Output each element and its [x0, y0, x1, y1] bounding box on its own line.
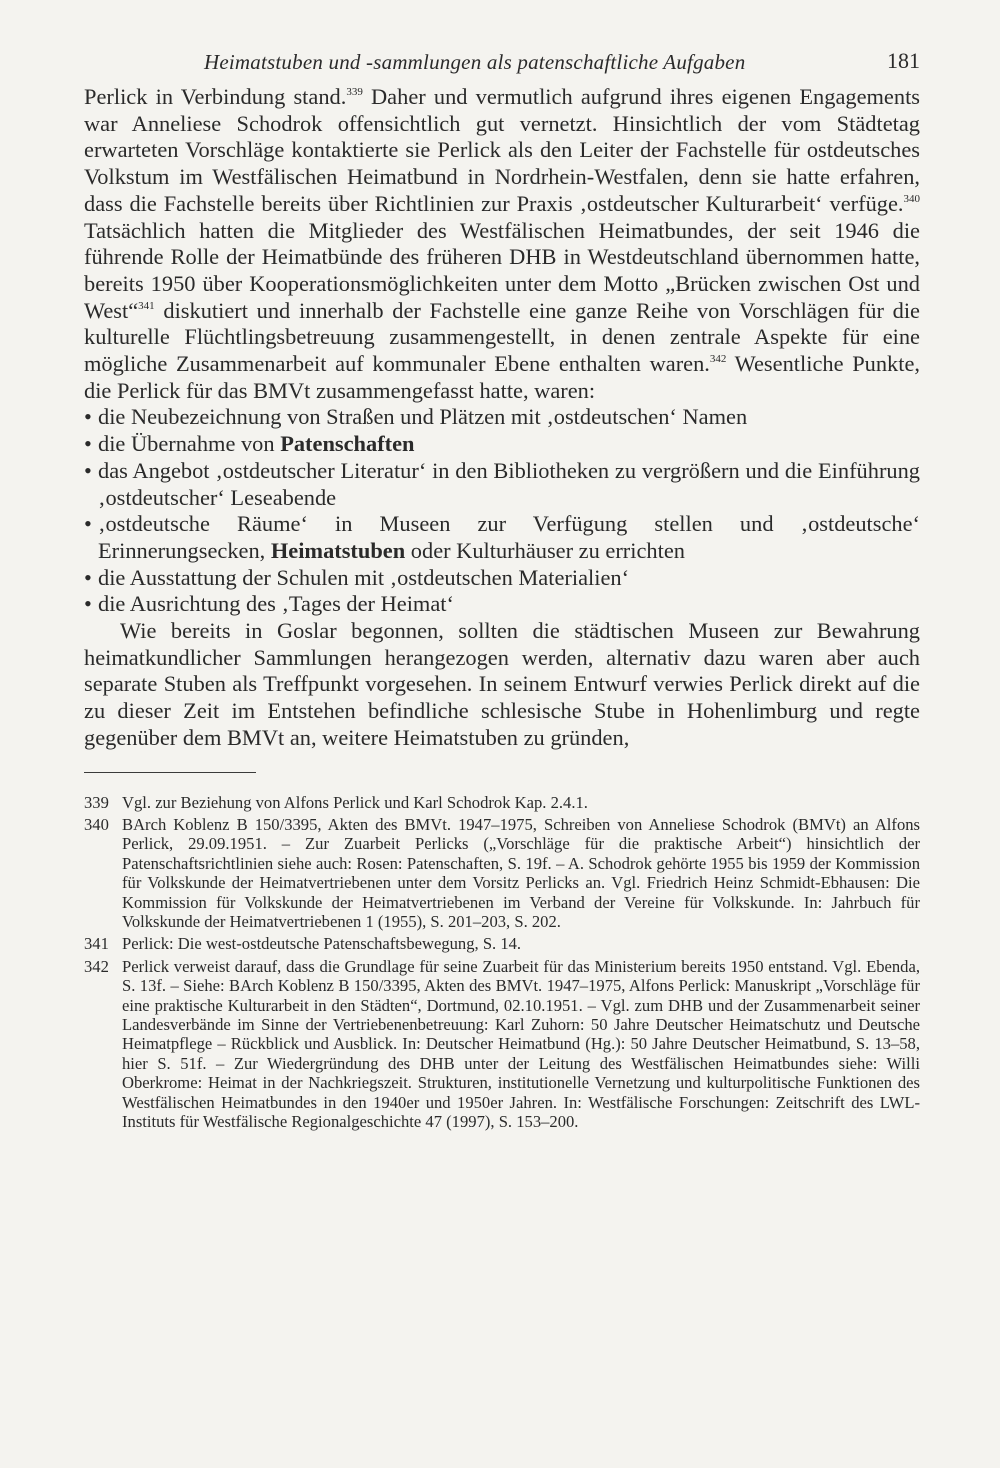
- list-item-text: ‚ostdeutsche Räume‘ in Museen zur Verfügung stellen und ‚ostdeutsche‘ Erinnerungsecken,: [98, 511, 920, 563]
- footnote-number: 339: [84, 792, 109, 812]
- main-text: [84, 84, 920, 752]
- bullet-icon: •: [84, 591, 92, 617]
- footnote-text: Vgl. zur Beziehung von Alfons Perlick und Karl Schodrok Kap. 2.4.1.: [122, 792, 588, 812]
- footnote-number: 340: [84, 814, 109, 834]
- bullet-icon: •: [84, 511, 92, 537]
- list-item-text: oder Kulturhäuser zu errichten: [405, 537, 685, 563]
- list-item: [84, 511, 920, 564]
- list-item-text: die Ausrichtung des ‚Tages der Heimat‘: [98, 591, 454, 617]
- text-run: Wesentliche Punkte, die Perlick für das BMVt zusammengefasst hatte, waren:: [84, 351, 920, 403]
- list-item-text: die Neubezeichnung von Straßen und Plätzen mit ‚ostdeutschen‘ Namen: [98, 404, 748, 430]
- running-header: [84, 40, 920, 84]
- footnote-number: 342: [84, 956, 109, 976]
- bullet-icon: •: [84, 404, 92, 430]
- list-item-text: das Angebot ‚ostdeutscher Literatur‘ in den Bibliotheken zu vergrößern und die Einführung ‚ostdeutscher‘ Leseabende: [98, 457, 920, 510]
- footnote-340: [84, 815, 920, 931]
- running-title: Heimatstuben und -sammlungen als patenschaftliche Aufgaben: [204, 50, 746, 74]
- text-run: Daher und vermutlich aufgrund ihres eigenen Engagements war Anneliese Schodrok offensichtlich gut vernetzt. Hinsichtlich der vom Städtetag erwarteten Vorschläge kontaktierte sie Perlick als den Leiter der Fachstelle für ostdeutsches Volkstum im Westfälischen Heimatbund in Nordrhein-Westfalen, denn sie hatte erfahren, dass die Fachstelle bereits über Richtlinien zur Praxis ‚ostdeutscher Kulturarbeit‘ verfüge.: [84, 84, 920, 216]
- footnote-ref-339: 339: [346, 86, 363, 98]
- book-page: [84, 40, 920, 1134]
- list-item: [84, 458, 920, 511]
- footnote-divider: [84, 772, 256, 773]
- footnote-341: [84, 934, 920, 953]
- footnote-number: 341: [84, 934, 109, 954]
- footnote-ref-340: 340: [903, 192, 920, 205]
- bullet-list: [84, 404, 920, 618]
- bold-term: Patenschaften: [280, 431, 415, 457]
- list-item-text: die Ausstattung der Schulen mit ‚ostdeutschen Materialien‘: [98, 564, 630, 590]
- bold-term: Heimatstuben: [270, 537, 406, 563]
- bullet-icon: •: [84, 431, 92, 457]
- footnotes: [84, 793, 920, 1132]
- footnote-text: BArch Koblenz B 150/3395, Akten des BMVt. 1947–1975, Schreiben von Anneliese Schodrok (BMVt) an Alfons Perlick, 29.09.1951. – Zur Zuarbeit Perlicks („Vorschläge für die praktische Arbeit“) hinsichtlich der Patenschaftsrichtlinien siehe auch: Rosen: Patenschaften, S. 19f. – A. Schodrok gehörte 1955 bis 1959 der Kommission für Volkskunde der Heimatvertriebenen unter dem Vorsitz Perlicks an. Vgl. Friedrich Heinz Schmidt-Ebhausen: Die Kommission für Volkskunde der Heimatvertriebenen im Verband der Vereine für Volkskunde. In: Jahrbuch für Volkskunde der Heimatvertriebenen 1 (1955), S. 201–203, S. 202.: [122, 814, 920, 932]
- paragraph: Wie bereits in Goslar begonnen, sollten die städtischen Museen zur Bewahrung heimatkundlicher Sammlungen herangezogen werden, alternativ dazu waren aber auch separate Stuben als Treffpunkt vorgesehen. In seinem Entwurf verwies Perlick direkt auf die zu dieser Zeit im Entstehen befindliche schlesische Stube in Hohenlimburg und regte gegenüber dem BMVt an, weitere Heimatstuben zu gründen,: [84, 618, 920, 750]
- footnote-342: [84, 957, 920, 1132]
- footnote-text: Perlick verweist darauf, dass die Grundlage für seine Zuarbeit für das Ministerium bereits 1950 entstand. Vgl. Ebenda, S. 13f. – Siehe: BArch Koblenz B 150/3395, Akten des BMVt. 1947–1975, Alfons Perlick: Manuskript „Vorschläge für eine praktische Kulturarbeit in den Städten“, Dortmund, 02.10.1951. – Vgl. zum DHB und der Zusammenarbeit seiner Landesverbände im Sinne der Vertriebenenbetreuung: Karl Zuhorn: 50 Jahre Deutscher Heimatschutz und Deutsche Heimatpflege – Rückblick und Ausblick. In: Deutscher Heimatbund (Hg.): 50 Jahre Deutscher Heimatbund, S. 13–58, hier S. 51f. – Zur Wiedergründung des DHB unter der Leitung des Westfälischen Heimatbundes siehe: Willi Oberkrome: Heimat in der Nachkriegszeit. Strukturen, institutionelle Vernetzung und kulturpolitische Funktionen des Westfälischen Heimatbundes in den 1940er und 1950er Jahren. In: Westfälische Forschungen: Zeitschrift des LWL-Instituts für Westfälische Regionalgeschichte 47 (1997), S. 153–200.: [122, 956, 920, 1132]
- footnote-ref-341: 341: [138, 299, 155, 312]
- bullet-icon: •: [84, 457, 92, 483]
- footnote-text: Perlick: Die west-ostdeutsche Patenschaftsbewegung, S. 14.: [122, 934, 522, 954]
- bullet-icon: •: [84, 564, 92, 590]
- list-item: [84, 404, 920, 431]
- list-item: [84, 565, 920, 592]
- list-item: [84, 591, 920, 618]
- list-item-text: die Übernahme von: [98, 431, 281, 457]
- text-run: Perlick in Verbindung stand.: [84, 84, 347, 109]
- list-item: [84, 431, 920, 458]
- footnote-ref-342: 342: [709, 353, 727, 366]
- page-number: 181: [887, 48, 920, 73]
- footnote-339: [84, 793, 920, 812]
- text-run: Tatsächlich hatten die Mitglieder des Westfälischen Heimatbundes, der seit 1946 die führende Rolle der Heimatbünde des früheren DHB in Westdeutschland übernommen hatte, bereits 1950 über Kooperationsmöglichkeiten unter dem Motto „Brücken zwischen Ost und West“: [84, 217, 920, 323]
- text-run: diskutiert und innerhalb der Fachstelle eine ganze Reihe von Vorschlägen für die kulturelle Flüchtlingsbetreuung zusammengestellt, in denen zentrale Aspekte für eine mögliche Zusammenarbeit auf kommunaler Ebene enthalten waren.: [84, 297, 920, 377]
- paragraph: [84, 84, 920, 404]
